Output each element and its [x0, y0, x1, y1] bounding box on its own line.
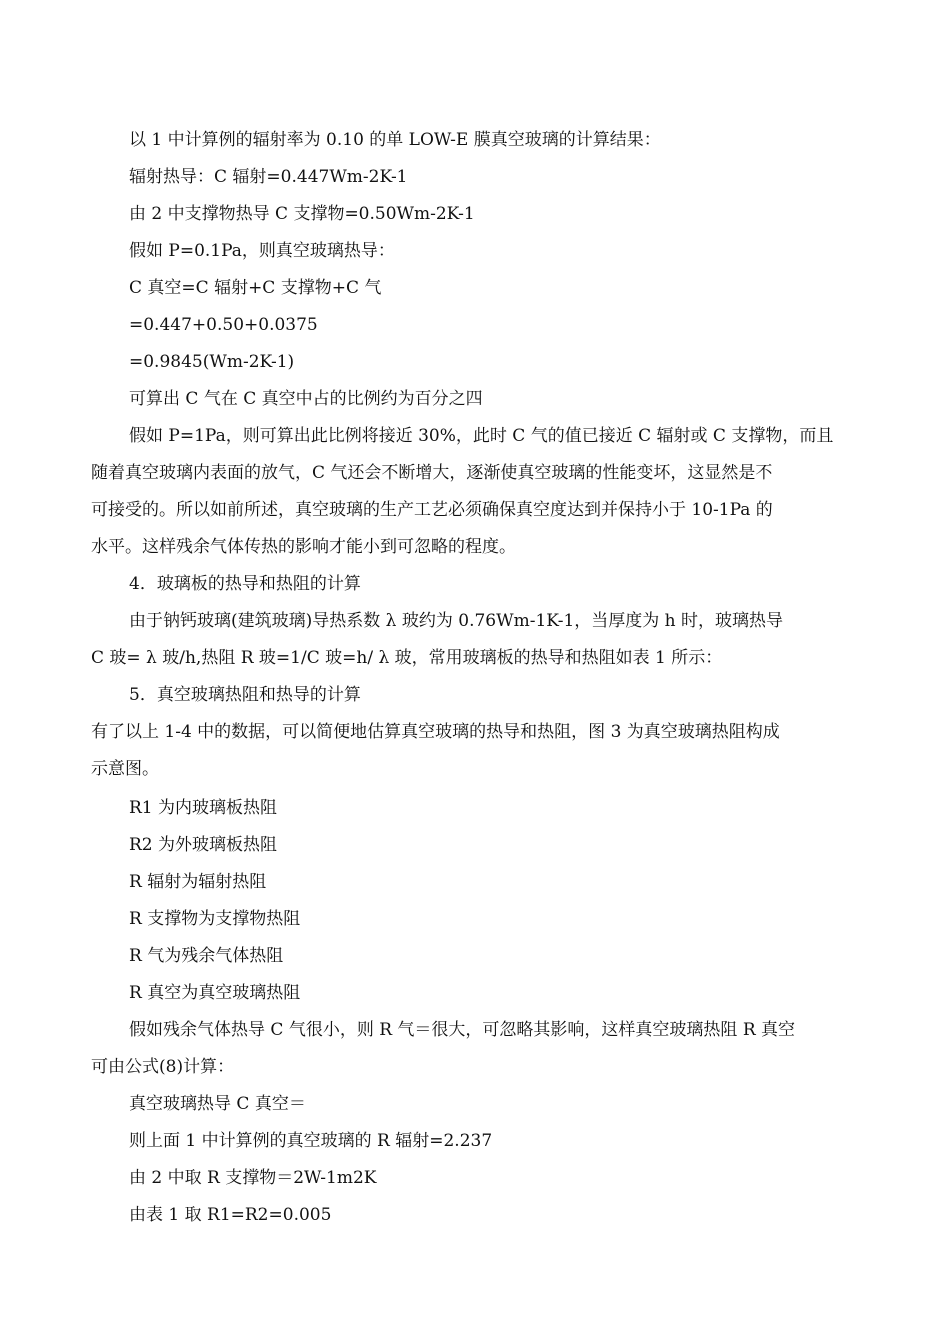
- section-heading: 4．玻璃板的热导和热阻的计算: [129, 574, 361, 594]
- text-line: 随着真空玻璃内表面的放气，C 气还会不断增大，逐渐使真空玻璃的性能变坏，这显然是不: [91, 463, 773, 483]
- text-line: 可算出 C 气在 C 真空中占的比例约为百分之四: [129, 389, 483, 409]
- text-line: R1 为内玻璃板热阻: [129, 798, 278, 818]
- formula-line: C 真空=C 辐射+C 支撑物+C 气: [129, 278, 382, 298]
- text-line: 由表 1 取 R1=R2=0.005: [129, 1205, 332, 1225]
- text-line: 由于钠钙玻璃(建筑玻璃)导热系数 λ 玻约为 0.76Wm-1K-1，当厚度为 h 时，玻璃热导: [129, 611, 784, 631]
- text-line: 可由公式(8)计算：: [91, 1057, 235, 1077]
- text-line: 以 1 中计算例的辐射率为 0.10 的单 LOW-E 膜真空玻璃的计算结果：: [129, 130, 661, 150]
- text-line: R 支撑物为支撑物热阻: [129, 909, 301, 929]
- text-line: 示意图。: [91, 759, 159, 779]
- text-line: R 真空为真空玻璃热阻: [129, 983, 301, 1003]
- text-line: R2 为外玻璃板热阻: [129, 835, 278, 855]
- text-line: 真空玻璃热导 C 真空＝: [129, 1094, 306, 1114]
- text-line: 可接受的。所以如前所述，真空玻璃的生产工艺必须确保真空度达到并保持小于 10-1Pa 的: [91, 500, 773, 520]
- text-line: 有了以上 1-4 中的数据，可以简便地估算真空玻璃的热导和热阻，图 3 为真空玻璃热阻构成: [91, 722, 780, 742]
- text-line: 由 2 中支撑物热导 C 支撑物=0.50Wm-2K-1: [129, 204, 475, 224]
- formula-line: =0.447+0.50+0.0375: [129, 315, 318, 335]
- text-line: 假如残余气体热导 C 气很小，则 R 气＝很大，可忽略其影响，这样真空玻璃热阻 R 真空: [129, 1020, 796, 1040]
- text-line: R 气为残余气体热阻: [129, 946, 284, 966]
- text-line: 假如 P=1Pa，则可算出此比例将接近 30%，此时 C 气的值已接近 C 辐射或 C 支撑物，而且: [129, 426, 834, 446]
- text-line: 则上面 1 中计算例的真空玻璃的 R 辐射=2.237: [129, 1131, 493, 1151]
- section-heading: 5．真空玻璃热阻和热导的计算: [129, 685, 361, 705]
- text-line: C 玻= λ 玻/h,热阻 R 玻=1/C 玻=h/ λ 玻，常用玻璃板的热导和热阻如表 1 所示：: [91, 648, 723, 668]
- text-line: 水平。这样残余气体传热的影响才能小到可忽略的程度。: [91, 537, 516, 557]
- text-line: 由 2 中取 R 支撑物＝2W-1m2K: [129, 1168, 377, 1188]
- text-line: 假如 P=0.1Pa，则真空玻璃热导：: [129, 241, 395, 261]
- text-line: 辐射热导：C 辐射=0.447Wm-2K-1: [129, 167, 408, 187]
- formula-line: =0.9845(Wm-2K-1): [129, 352, 295, 372]
- text-line: R 辐射为辐射热阻: [129, 872, 267, 892]
